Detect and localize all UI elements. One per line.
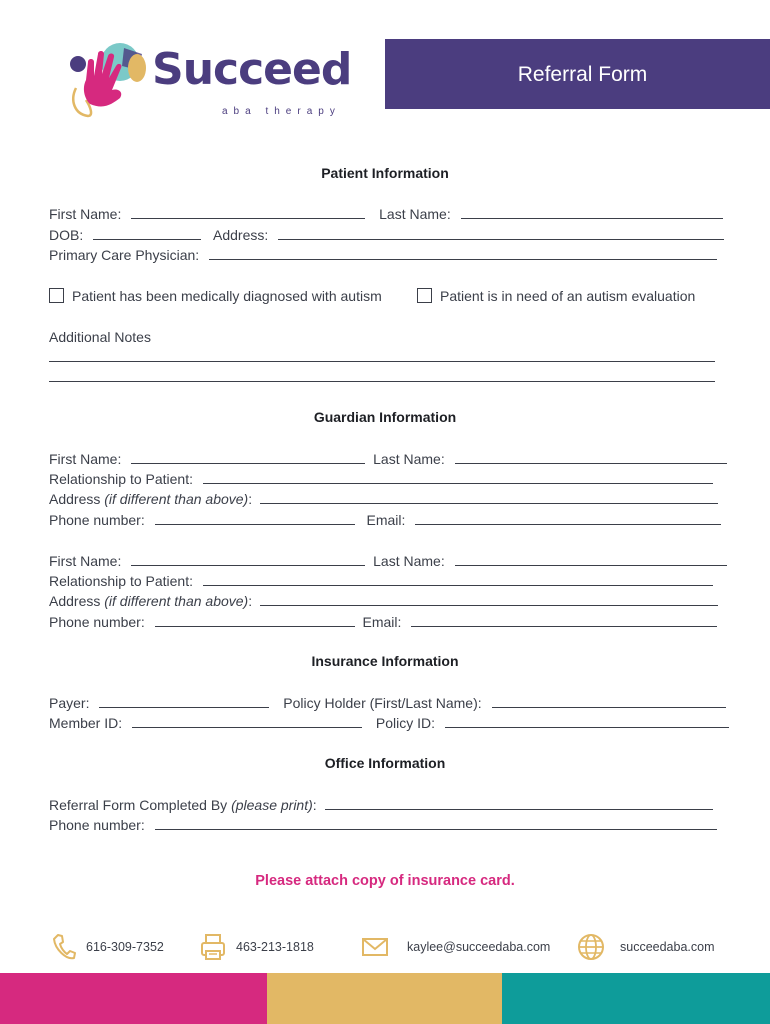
policy-id-label: Policy ID: [375, 715, 436, 731]
patient-pcp-row [49, 246, 717, 264]
patient-last-name-field[interactable] [461, 207, 723, 219]
guardian2-relationship-field[interactable] [203, 574, 713, 586]
patient-address-label: Address: [213, 227, 269, 243]
brand-name: Succeed [152, 44, 352, 95]
brand-tagline: aba therapy [222, 106, 341, 117]
patient-dob-label: DOB: [49, 227, 84, 243]
header-bar [385, 39, 770, 109]
guardian1-first-name-field[interactable] [131, 452, 365, 464]
policy-holder-field[interactable] [492, 696, 726, 708]
guardian1-address-colon: : [248, 491, 253, 507]
payer-field[interactable] [99, 696, 269, 708]
patient-name-row [49, 205, 723, 223]
patient-dob-field[interactable] [93, 228, 201, 240]
guardian-section-title: Guardian Information [313, 409, 457, 425]
guardian1-phone-label: Phone number: [49, 512, 145, 528]
guardian2-phone-field[interactable] [155, 615, 355, 627]
guardian1-address-label: Address [49, 491, 101, 507]
office-section-title: Office Information [324, 755, 446, 771]
guardian1-contact-row [49, 511, 721, 529]
guardian1-last-name-label: Last Name: [373, 451, 445, 467]
guardian2-relationship-label: Relationship to Patient: [49, 573, 193, 589]
completed-by-colon: : [312, 797, 317, 813]
guardian2-address-label: Address [49, 593, 101, 609]
guardian2-address-field[interactable] [260, 594, 718, 606]
guardian1-relationship-row [49, 470, 713, 488]
patient-first-name-label: First Name: [49, 206, 122, 222]
hand-logo-icon [64, 40, 150, 122]
member-id-label: Member ID: [49, 715, 123, 731]
patient-section-title: Patient Information [321, 165, 449, 181]
fax-icon [200, 933, 226, 961]
guardian1-relationship-label: Relationship to Patient: [49, 471, 193, 487]
guardian2-first-name-label: First Name: [49, 553, 122, 569]
guardian1-relationship-field[interactable] [203, 472, 713, 484]
footer-bar-teal [502, 973, 770, 1024]
evaluation-label: Patient is in need of an autism evaluation [440, 288, 696, 304]
guardian2-relationship-row [49, 572, 713, 590]
guardian1-first-name-label: First Name: [49, 451, 122, 467]
patient-address-field[interactable] [278, 228, 724, 240]
guardian2-address-row [49, 592, 718, 610]
guardian2-address-colon: : [248, 593, 253, 609]
guardian1-name-row [49, 450, 727, 468]
guardian1-address-field[interactable] [260, 492, 718, 504]
patient-first-name-field[interactable] [131, 207, 365, 219]
contact-web-text: succeedaba.com [620, 940, 715, 954]
notes-line-2[interactable] [49, 381, 715, 382]
member-id-field[interactable] [132, 716, 362, 728]
diagnosed-checkbox[interactable] [49, 288, 64, 303]
completed-by-row [49, 796, 713, 814]
office-phone-field[interactable] [155, 818, 717, 830]
patient-last-name-label: Last Name: [379, 206, 451, 222]
contact-email[interactable] [361, 932, 550, 962]
contact-phone-text: 616-309-7352 [86, 940, 164, 954]
guardian2-phone-label: Phone number: [49, 614, 145, 630]
guardian2-name-row [49, 552, 727, 570]
notes-line-1[interactable] [49, 361, 715, 362]
guardian2-email-label: Email: [362, 614, 402, 630]
footer-bar-gold [267, 973, 502, 1024]
contact-fax[interactable] [200, 932, 314, 962]
page-title: Referral Form [517, 63, 648, 86]
patient-pcp-field[interactable] [209, 248, 717, 260]
contact-web[interactable] [576, 932, 715, 962]
completed-by-field[interactable] [325, 798, 713, 810]
completed-by-note: (please print) [231, 797, 313, 813]
phone-icon [52, 933, 76, 961]
guardian2-address-note: (if different than above) [104, 593, 249, 609]
office-phone-label: Phone number: [49, 817, 145, 833]
patient-dob-row [49, 226, 724, 244]
payer-label: Payer: [49, 695, 90, 711]
insurance-section-title: Insurance Information [311, 653, 459, 669]
guardian2-first-name-field[interactable] [131, 554, 365, 566]
guardian2-contact-row [49, 613, 717, 631]
diagnosed-check-row [49, 287, 382, 305]
mail-icon [361, 936, 389, 958]
evaluation-checkbox[interactable] [417, 288, 432, 303]
contact-fax-text: 463-213-1818 [236, 940, 314, 954]
brand-logo [64, 40, 354, 130]
guardian1-last-name-field[interactable] [455, 452, 727, 464]
insurance-ids-row [49, 714, 729, 732]
guardian1-email-label: Email: [366, 512, 406, 528]
policy-holder-label: Policy Holder (First/Last Name): [283, 695, 482, 711]
guardian2-last-name-label: Last Name: [373, 553, 445, 569]
office-phone-row [49, 816, 717, 834]
guardian2-email-field[interactable] [411, 615, 717, 627]
evaluation-check-row [417, 287, 695, 305]
notes-label: Additional Notes [49, 329, 151, 345]
guardian1-address-row [49, 490, 718, 508]
guardian2-last-name-field[interactable] [455, 554, 727, 566]
guardian1-email-field[interactable] [415, 513, 721, 525]
policy-id-field[interactable] [445, 716, 729, 728]
completed-by-label: Referral Form Completed By [49, 797, 228, 813]
insurance-card-notice: Please attach copy of insurance card. [255, 873, 515, 889]
patient-pcp-label: Primary Care Physician: [49, 247, 200, 263]
footer-bar-magenta [0, 973, 267, 1024]
guardian1-address-note: (if different than above) [104, 491, 249, 507]
insurance-payer-row [49, 694, 726, 712]
diagnosed-label: Patient has been medically diagnosed with autism [72, 288, 382, 304]
contact-email-text: kaylee@succeedaba.com [407, 940, 551, 954]
guardian1-phone-field[interactable] [155, 513, 355, 525]
contact-phone[interactable] [52, 932, 164, 962]
globe-icon [576, 932, 606, 962]
